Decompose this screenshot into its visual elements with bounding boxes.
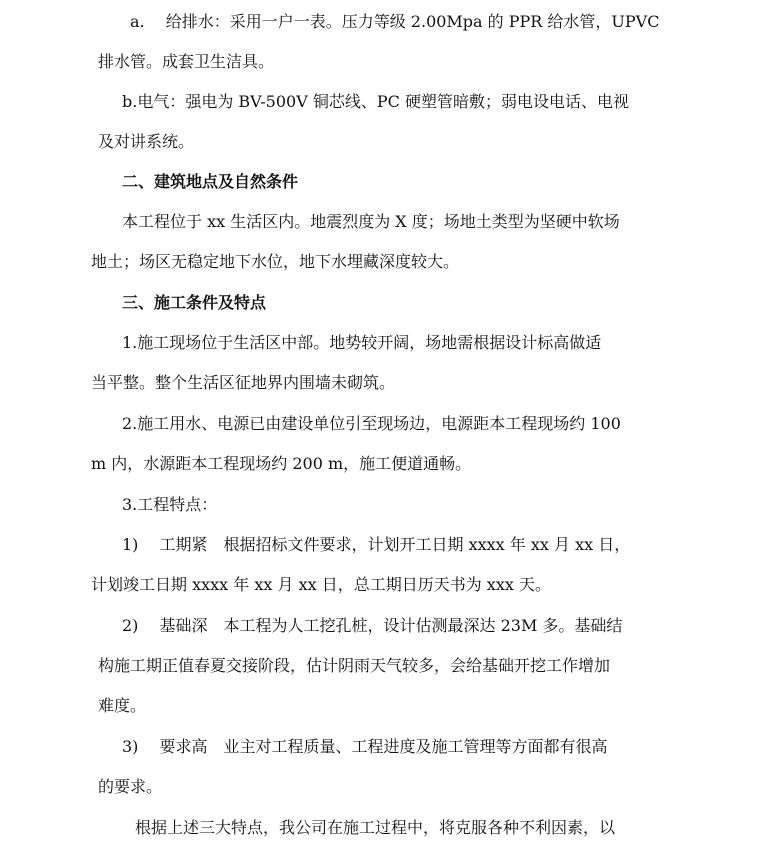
paragraph-line-conclusion: 根据上述三大特点，我公司在施工过程中，将克服各种不利因素，以	[135, 818, 616, 837]
paragraph-line-site: 1.施工现场位于生活区中部。地势较开阔，场地需根据设计标高做适	[122, 333, 602, 352]
paragraph-line-utilities: 2.施工用水、电源已由建设单位引至现场边，电源距本工程现场约 100	[122, 414, 621, 433]
paragraph-line-requirements-cont: 的要求。	[98, 777, 163, 796]
paragraph-line-site-cont: 当平整。整个生活区征地界内围墙未砌筑。	[91, 373, 396, 392]
section-heading-location: 二、建筑地点及自然条件	[122, 172, 299, 191]
paragraph-line-electrical-cont: 及对讲系统。	[98, 132, 195, 151]
paragraph-line-foundation: 2) 基础深 本工程为人工挖孔桩，设计估测最深达 23M 多。基础结	[122, 616, 623, 635]
paragraph-line-electrical: b.电气：强电为 BV-500V 铜芯线、PC 硬塑管暗敷；弱电设电话、电视	[122, 92, 629, 111]
paragraph-line-foundation-end: 难度。	[98, 696, 147, 715]
paragraph-line-requirements: 3) 要求高 业主对工程质量、工程进度及施工管理等方面都有很高	[122, 737, 608, 756]
paragraph-line-water-supply: a. 给排水：采用一户一表。压力等级 2.00Mpa 的 PPR 给水管，UPVC	[130, 12, 660, 31]
paragraph-line-schedule-cont: 计划竣工日期 xxxx 年 xx 月 xx 日，总工期日历天书为 xxx 天。	[91, 575, 551, 594]
section-heading-conditions: 三、施工条件及特点	[122, 293, 267, 312]
paragraph-line-water-supply-cont: 排水管。成套卫生洁具。	[98, 52, 275, 71]
paragraph-line-utilities-cont: m 内，水源距本工程现场约 200 m，施工便道通畅。	[91, 454, 472, 473]
paragraph-line-features-title: 3.工程特点：	[122, 495, 218, 514]
paragraph-line-location: 本工程位于 xx 生活区内。地震烈度为 X 度；场地土类型为坚硬中软场	[122, 212, 620, 231]
paragraph-line-schedule: 1) 工期紧 根据招标文件要求，计划开工日期 xxxx 年 xx 月 xx 日，	[122, 535, 631, 554]
paragraph-line-location-cont: 地土；场区无稳定地下水位，地下水埋藏深度较大。	[91, 252, 460, 271]
paragraph-line-foundation-cont: 构施工期正值春夏交接阶段，估计阴雨天气较多，会给基础开挖工作增加	[98, 656, 611, 675]
